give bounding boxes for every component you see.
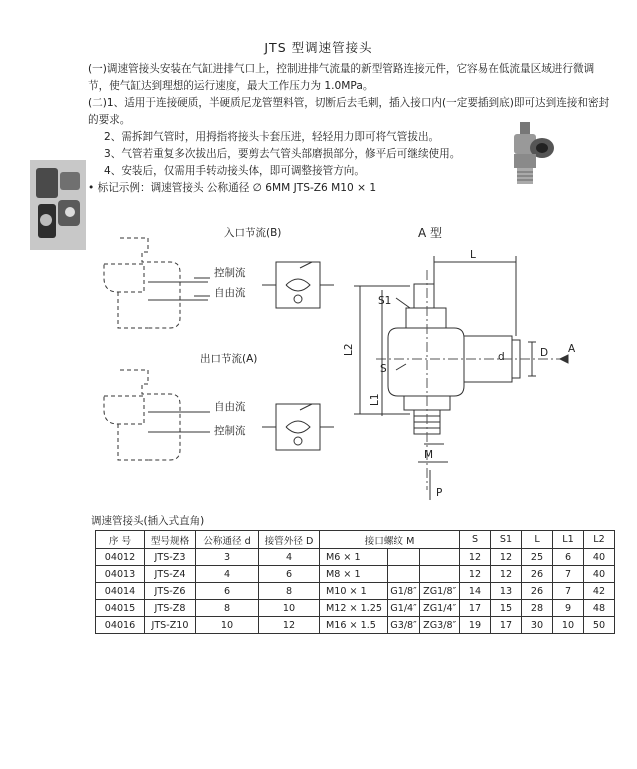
cell-L2: 48 — [584, 600, 615, 617]
cell-S1: 17 — [491, 617, 522, 634]
cell-thread-zg: ZG1/8″ — [420, 583, 460, 600]
cell-L: 26 — [522, 583, 553, 600]
cell-S1: 12 — [491, 566, 522, 583]
cell-S: 17 — [460, 600, 491, 617]
control-flow-label-b: 控制流 — [214, 267, 246, 279]
cell-no: 04016 — [96, 617, 145, 634]
dim-M: M — [424, 449, 434, 461]
free-flow-label-b: 自由流 — [214, 287, 246, 299]
cell-model: JTS-Z8 — [145, 600, 196, 617]
header-L1: L1 — [553, 531, 584, 549]
cell-S: 19 — [460, 617, 491, 634]
cell-L1: 7 — [553, 566, 584, 583]
cell-L: 25 — [522, 549, 553, 566]
cell-no: 04014 — [96, 583, 145, 600]
intro-step-3: 3、气管若重复多次拔出后，要剪去气管头部磨损部分，修平后可继续使用。 — [104, 148, 461, 160]
control-flow-label-a: 控制流 — [214, 425, 246, 437]
cell-thread-g: G1/8″ — [387, 583, 420, 600]
cell-L1: 6 — [553, 549, 584, 566]
cell-S: 12 — [460, 549, 491, 566]
table-header-row — [96, 531, 615, 549]
cell-thread-g: G3/8″ — [387, 617, 420, 634]
table-caption: 调速管接头(插入式直角) — [91, 515, 205, 527]
cell-thread-zg — [420, 549, 460, 566]
table-row — [96, 549, 615, 566]
type-a-label: A 型 — [418, 226, 443, 240]
table-row — [96, 583, 615, 600]
cell-bore: 10 — [196, 617, 259, 634]
header-S1: S1 — [491, 531, 522, 549]
header-nominal-bore: 公称通径 d — [196, 531, 259, 549]
table-row — [96, 566, 615, 583]
intro-paragraph-1: (一)调速管接头安装在气缸进排气口上，控制进排气流量的新型管路连接元件，它容易在低流量区域进行微调节，使气缸达到理想的运行速度，最大工作压力为 1.0MPa。 — [88, 63, 595, 92]
cell-model: JTS-Z10 — [145, 617, 196, 634]
cell-L2: 40 — [584, 549, 615, 566]
cell-model: JTS-Z4 — [145, 566, 196, 583]
cell-tube-od: 12 — [259, 617, 320, 634]
header-model: 型号规格 — [145, 531, 196, 549]
cell-tube-od: 6 — [259, 566, 320, 583]
cell-thread-metric: M6 × 1 — [320, 549, 388, 566]
cell-tube-od: 4 — [259, 549, 320, 566]
cell-thread-metric: M16 × 1.5 — [320, 617, 388, 634]
header-no: 序 号 — [96, 531, 145, 549]
cell-tube-od: 8 — [259, 583, 320, 600]
cell-L1: 7 — [553, 583, 584, 600]
intro-step-2: 2、需拆卸气管时，用拇指将接头卡套压进，轻轻用力即可将气管拔出。 — [104, 131, 440, 143]
dim-D: D — [540, 347, 549, 359]
dim-d: d — [498, 351, 505, 363]
cell-S1: 15 — [491, 600, 522, 617]
cell-model: JTS-Z3 — [145, 549, 196, 566]
table-row — [96, 600, 615, 617]
cell-model: JTS-Z6 — [145, 583, 196, 600]
cell-L2: 40 — [584, 566, 615, 583]
cell-thread-zg: ZG1/4″ — [420, 600, 460, 617]
cell-thread-zg: ZG3/8″ — [420, 617, 460, 634]
cell-L1: 9 — [553, 600, 584, 617]
dim-S: S — [380, 363, 387, 375]
page-title: JTS 型调速管接头 — [264, 40, 373, 55]
cell-S1: 12 — [491, 549, 522, 566]
cell-L: 26 — [522, 566, 553, 583]
dim-P: P — [436, 487, 443, 499]
dim-L1: L1 — [369, 393, 381, 406]
table-row — [96, 617, 615, 634]
cell-bore: 4 — [196, 566, 259, 583]
cell-no: 04015 — [96, 600, 145, 617]
cell-S1: 13 — [491, 583, 522, 600]
header-tube-od: 接管外径 D — [259, 531, 320, 549]
cell-no: 04012 — [96, 549, 145, 566]
cell-tube-od: 10 — [259, 600, 320, 617]
cell-S: 14 — [460, 583, 491, 600]
cell-L2: 50 — [584, 617, 615, 634]
header-L2: L2 — [584, 531, 615, 549]
dim-S1: S1 — [378, 295, 392, 307]
marking-example: • 标记示例：调速管接头 公称通径 ∅ 6MM JTS-Z6 M10 × 1 — [88, 182, 377, 194]
cell-thread-g — [387, 549, 420, 566]
dim-L2: L2 — [343, 343, 355, 356]
dim-A: A — [568, 343, 576, 355]
cell-bore: 8 — [196, 600, 259, 617]
cell-L2: 42 — [584, 583, 615, 600]
cell-thread-metric: M8 × 1 — [320, 566, 388, 583]
inlet-throttle-label: 入口节流(B) — [224, 227, 282, 239]
free-flow-label-a: 自由流 — [214, 401, 246, 413]
spec-table — [95, 530, 615, 634]
cell-thread-metric: M12 × 1.25 — [320, 600, 388, 617]
cell-thread-zg — [420, 566, 460, 583]
intro-step-4: 4、安装后，仅需用手转动接头体，即可调整接管方向。 — [104, 165, 365, 177]
cell-no: 04013 — [96, 566, 145, 583]
cell-L: 30 — [522, 617, 553, 634]
header-S: S — [460, 531, 491, 549]
cell-bore: 6 — [196, 583, 259, 600]
cell-thread-g — [387, 566, 420, 583]
cell-S: 12 — [460, 566, 491, 583]
cell-bore: 3 — [196, 549, 259, 566]
header-thread: 接口螺纹 M — [320, 531, 460, 549]
intro-paragraph-2: (二)1、适用于连接硬质，半硬质尼龙管塑料管，切断后去毛刺，插入接口内(一定要插到底)即可达到连接和密封的要求。 — [88, 97, 610, 126]
cell-L: 28 — [522, 600, 553, 617]
dim-L: L — [470, 249, 476, 261]
cell-L1: 10 — [553, 617, 584, 634]
outlet-throttle-label: 出口节流(A) — [200, 353, 258, 365]
cell-thread-metric: M10 × 1 — [320, 583, 388, 600]
header-L: L — [522, 531, 553, 549]
cell-thread-g: G1/4″ — [387, 600, 420, 617]
